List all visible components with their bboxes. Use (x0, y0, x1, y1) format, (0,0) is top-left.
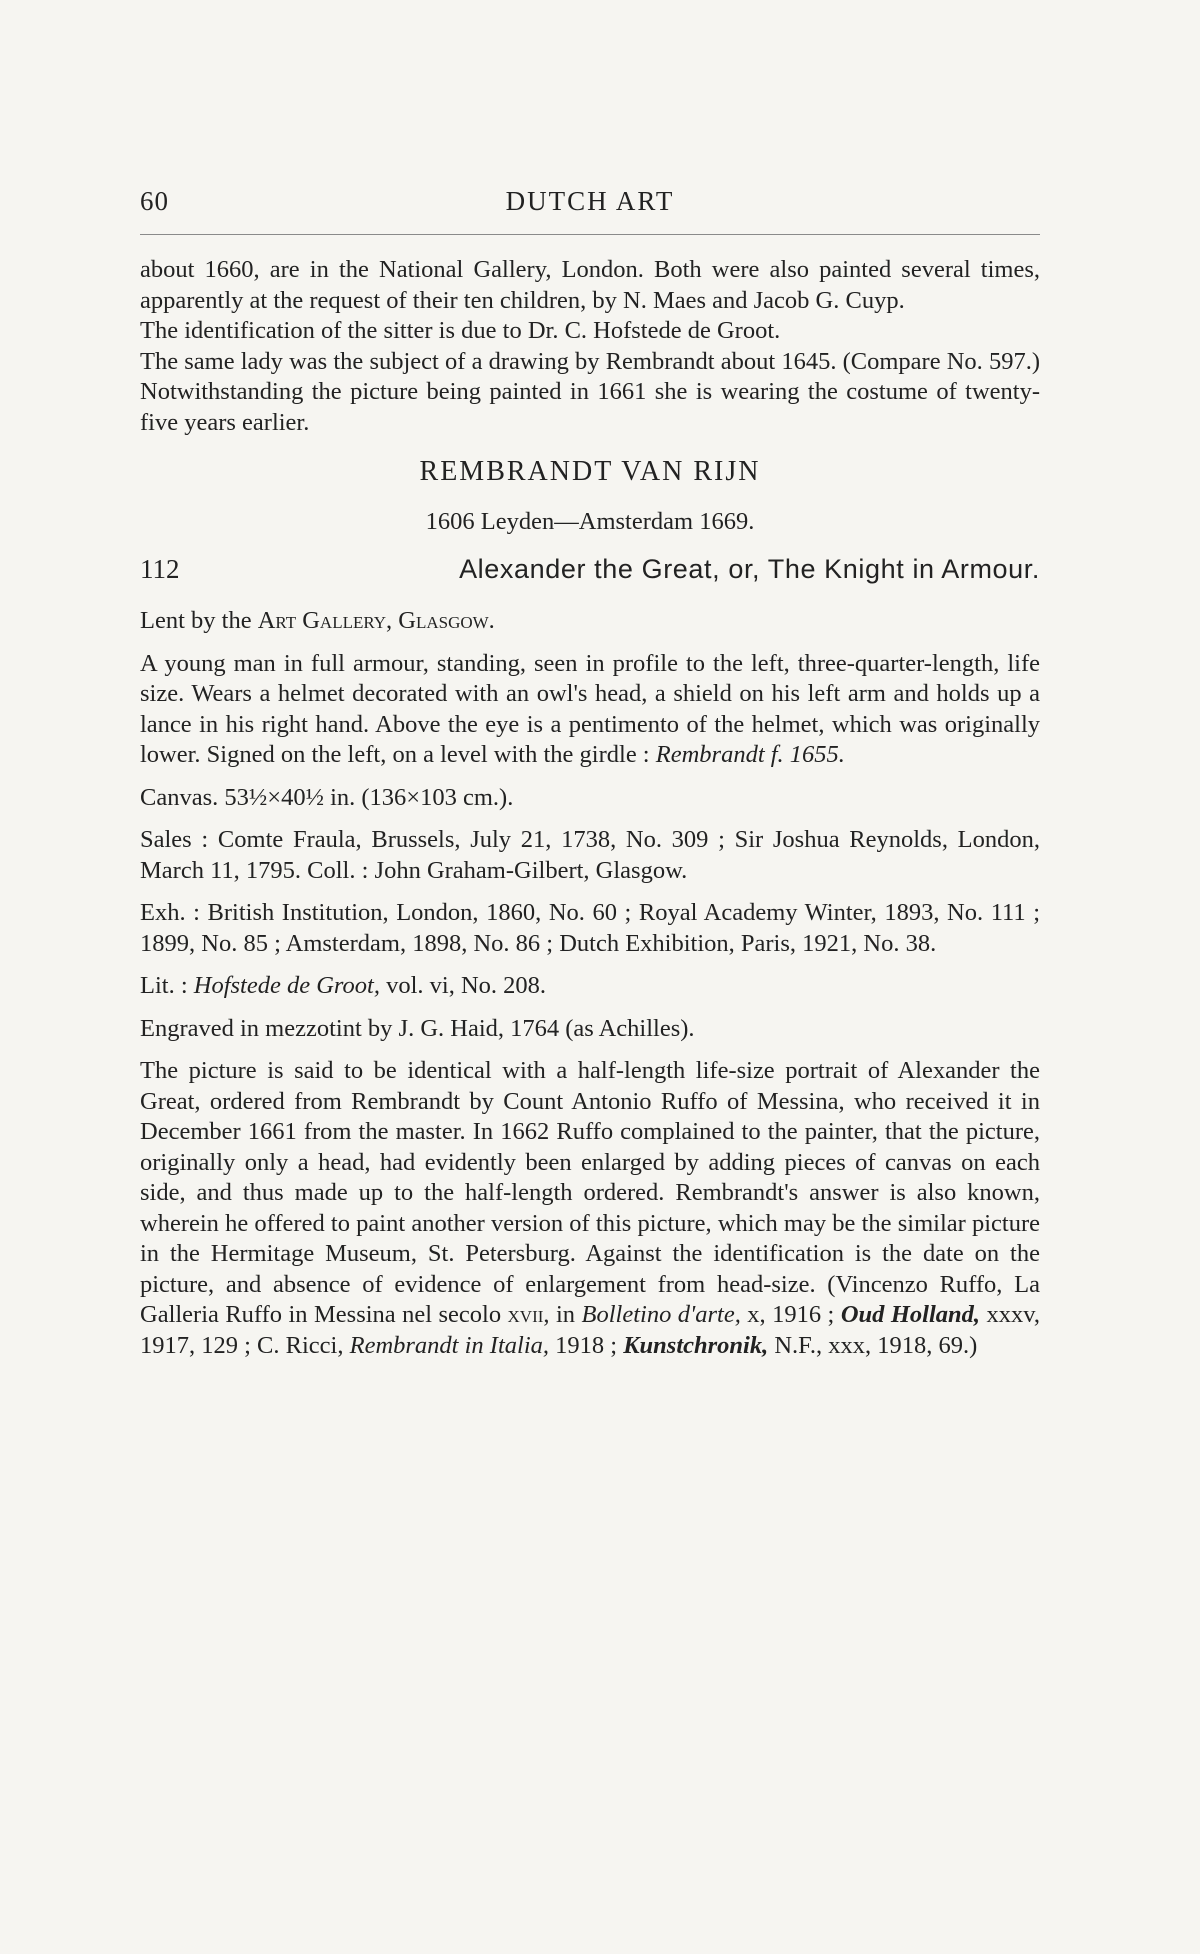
commentary-f: N.F., xxx, 1918, 69.) (768, 1331, 978, 1359)
commentary-c: x, 1916 ; (740, 1301, 841, 1328)
lender: Art Gallery, Glasgow. (257, 607, 495, 634)
sitter-identification: The identification of the sitter is due to Dr. C. Hofstede de Groot. (140, 317, 781, 344)
entry-title: Alexander the Great, or, The Knight in Armour. (459, 554, 1040, 584)
commentary-e: 1918 ; (549, 1331, 624, 1359)
running-head (140, 186, 1040, 226)
commentary-d: xxxv, 1917, 129 ; C. Ricci, (140, 1301, 1040, 1359)
signature: Rembrandt f. 1655. (655, 741, 845, 768)
commentary-a: The picture is said to be identical with a half-length life-size portrait of Alexander the Great, ordered from Rembrandt by Count Antonio Ruffo of Messina, who received it in December 1661 from the master. In 1662 Ruffo complained to the painter, that the picture, originally only a head, had evidently been enlarged by adding pieces of canvas on each side, and thus made up to the half-length ordered. Rembrandt's answer is also known, wherein he offered to paint another version of this picture, which may be the similar picture in the Hermitage Museum, St. Petersburg. Against the identification is the date on the picture, and absence of evidence of enlargement from head-size. (Vincenzo Ruffo, La Galleria Ruffo in Messina nel secolo (140, 1057, 1040, 1328)
lit-prefix: Lit. : (140, 972, 194, 999)
commentary-journal-2: Oud Holland, (840, 1301, 980, 1328)
running-title: DUTCH ART (505, 186, 675, 216)
lit-rest: vol. vi, No. 208. (379, 972, 547, 999)
commentary-century: xvii (507, 1301, 544, 1328)
description (140, 649, 1040, 771)
lent-line (140, 606, 1040, 637)
artist-name: REMBRANDT VAN RIJN (419, 456, 761, 487)
canvas-dimensions: Canvas. 53½×40½ in. (136×103 cm.). (140, 783, 514, 811)
commentary (140, 1056, 1040, 1361)
commentary-b: , in (543, 1301, 582, 1328)
entry-number: 112 (140, 554, 180, 584)
sales-provenance: Sales : Comte Fraula, Brussels, July 21, 1738, No. 309 ; Sir Joshua Reynolds, London, March 11, 1795. Coll. : John Graham-Gilbert, Glasgow. (140, 826, 1040, 884)
literature (140, 971, 1040, 1002)
commentary-book: Rembrandt in Italia, (349, 1331, 549, 1359)
header-rule (140, 234, 1040, 235)
commentary-journal-3: Kunstchronik, (623, 1331, 769, 1359)
entry-heading (140, 554, 1040, 594)
lit-author: Hofstede de Groot, (193, 972, 380, 999)
commentary-journal-1: Bolletino d'arte, (581, 1301, 741, 1328)
exhibitions: Exh. : British Institution, London, 1860, No. 60 ; Royal Academy Winter, 1893, No. 111 ; 1899, No. 85 ; Amsterdam, 1898, No. 86 ; Dutch Exhibition, Paris, 1921, No. 38. (140, 899, 1040, 957)
description-text: A young man in full armour, standing, seen in profile to the left, three-quarter-length, life size. Wears a helmet decorated with an owl's head, a shield on his left arm and holds up a lance in his right hand. Above the eye is a pentimento of the helmet, which was originally lower. Signed on the left, on a level with the girdle : (140, 649, 1040, 768)
lent-prefix: Lent by the (140, 607, 258, 634)
continued-paragraph: about 1660, are in the National Gallery, London. Both were also painted several times, apparently at the request of their ten children, by N. Maes and Jacob G. Cuyp. (140, 256, 1040, 314)
page-number: 60 (140, 186, 169, 216)
artist-dates: 1606 Leyden—Amsterdam 1669. (425, 508, 755, 535)
engraving-note: Engraved in mezzotint by J. G. Haid, 1764 (as Achilles). (140, 1014, 695, 1042)
page (140, 186, 1040, 1361)
drawing-note: The same lady was the subject of a drawing by Rembrandt about 1645. (Compare No. 597.) Notwithstanding the picture being painted in 1661 she is wearing the costume of twenty-five years earlier. (140, 347, 1040, 436)
